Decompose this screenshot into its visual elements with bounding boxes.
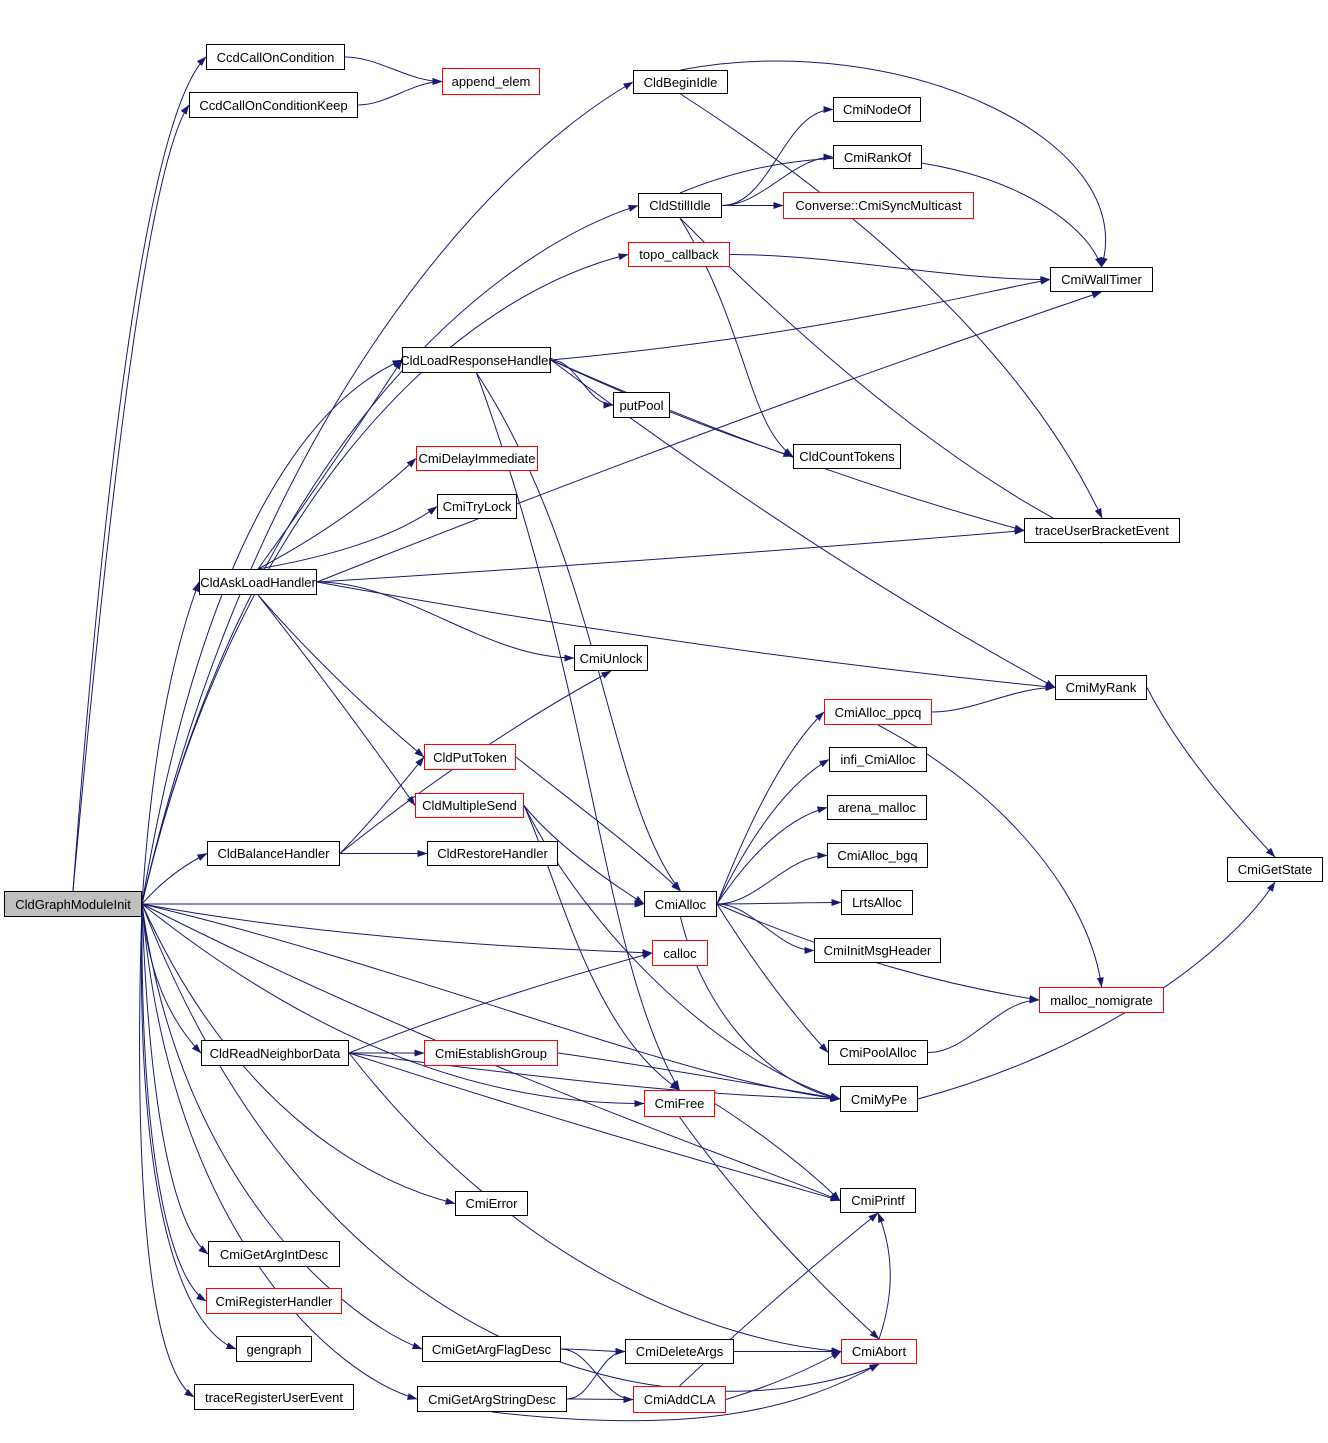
node-CmiPoolAlloc[interactable]: CmiPoolAlloc [828,1040,928,1065]
edge-root-to-CldBeginIdle [142,82,633,904]
edge-CcdCallOnCondition-to-append_elem [345,57,442,82]
edge-root-to-calloc [142,904,652,953]
node-CmiTryLock[interactable]: CmiTryLock [437,494,517,519]
edge-CmiGetArgStringDesc-to-CmiDeleteArgs [567,1352,625,1400]
node-CldAskLoadHandler[interactable]: CldAskLoadHandler [199,569,317,595]
node-CmiAlloc_bgq[interactable]: CmiAlloc_bgq [827,843,928,868]
node-CmiAlloc_ppcq[interactable]: CmiAlloc_ppcq [824,699,932,725]
node-CmiRegisterHandler[interactable]: CmiRegisterHandler [206,1288,342,1314]
node-CmiAlloc[interactable]: CmiAlloc [644,891,717,917]
edge-CldAskLoadHandler-to-CmiWallTimer [317,292,1102,582]
edge-CldAskLoadHandler-to-CldMultipleSend [258,595,415,806]
node-traceRegisterUserEvent[interactable]: traceRegisterUserEvent [194,1384,354,1410]
node-CmiMyPe[interactable]: CmiMyPe [840,1086,918,1112]
node-CldPutToken[interactable]: CldPutToken [424,744,516,770]
edge-CmiAlloc_ppcq-to-CmiMyRank [932,688,1055,713]
edge-CldReadNeighborData-to-calloc [349,953,652,1053]
node-CmiError[interactable]: CmiError [455,1191,528,1216]
node-arena_malloc[interactable]: arena_malloc [827,795,927,820]
node-CldCountTokens[interactable]: CldCountTokens [793,444,901,469]
node-calloc[interactable]: calloc [652,940,708,966]
node-CmiAddCLA[interactable]: CmiAddCLA [633,1386,726,1413]
node-LrtsAlloc[interactable]: LrtsAlloc [841,890,913,915]
edge-CmiAlloc-to-CmiAlloc_ppcq [717,712,824,904]
node-CmiUnlock[interactable]: CmiUnlock [574,645,648,671]
edge-CmiAlloc-to-CmiPoolAlloc [717,904,828,1053]
edge-CmiAlloc-to-arena_malloc [717,808,827,905]
node-CcdCallOnConditionKeep[interactable]: CcdCallOnConditionKeep [189,92,358,118]
node-CmiWallTimer[interactable]: CmiWallTimer [1050,267,1153,292]
node-append_elem[interactable]: append_elem [442,68,540,95]
node-CldBeginIdle[interactable]: CldBeginIdle [633,70,728,94]
edge-CmiFree-to-CmiPrintf [715,1104,840,1201]
edge-CmiGetArgStringDesc-to-CmiAddCLA [567,1399,633,1400]
node-putPool[interactable]: putPool [613,392,670,418]
edge-CmiPoolAlloc-to-malloc_nomigrate [928,1000,1039,1053]
edge-CldReadNeighborData-to-CmiMyPe [349,1053,840,1099]
node-CldRestoreHandler[interactable]: CldRestoreHandler [427,841,558,866]
edge-root-to-CmiFree [142,904,644,1104]
edge-root-to-CcdCallOnConditionKeep [73,105,189,891]
edge-CldAskLoadHandler-to-CldPutToken [258,595,424,757]
edge-CcdCallOnConditionKeep-to-append_elem [358,82,442,106]
edge-root-to-CmiGetArgIntDesc [142,904,208,1254]
node-CldReadNeighborData[interactable]: CldReadNeighborData [201,1040,349,1066]
node-CmiPrintf[interactable]: CmiPrintf [840,1188,916,1213]
node-CmiDeleteArgs[interactable]: CmiDeleteArgs [625,1339,734,1364]
node-CmiEstablishGroup[interactable]: CmiEstablishGroup [424,1040,558,1066]
edge-CldAskLoadHandler-to-CldLoadResponseHandler [258,360,402,569]
edge-CldAskLoadHandler-to-traceUserBracketEvent [317,531,1024,583]
node-CcdCallOnCondition[interactable]: CcdCallOnCondition [206,44,345,70]
node-CmiAbort[interactable]: CmiAbort [841,1339,917,1364]
edge-CmiAddCLA-to-CmiAbort [726,1352,841,1400]
node-CmiRankOf[interactable]: CmiRankOf [833,145,922,169]
node-malloc_nomigrate[interactable]: malloc_nomigrate [1039,987,1164,1013]
node-CmiGetArgIntDesc[interactable]: CmiGetArgIntDesc [208,1241,340,1267]
edge-CldAskLoadHandler-to-CmiTryLock [258,507,437,570]
edge-root-to-traceRegisterUserEvent [140,904,194,1397]
node-CldStillIdle[interactable]: CldStillIdle [638,193,722,218]
edge-topo_callback-to-CmiWallTimer [730,255,1050,280]
node-CmiDelayImmediate[interactable]: CmiDelayImmediate [416,446,538,471]
node-CmiGetArgFlagDesc[interactable]: CmiGetArgFlagDesc [422,1336,561,1362]
edge-CldLoadResponseHandler-to-CldCountTokens [551,360,793,457]
node-CmiSyncMulticast[interactable]: Converse::CmiSyncMulticast [783,192,974,219]
node-CldBalanceHandler[interactable]: CldBalanceHandler [207,841,340,866]
node-CmiFree[interactable]: CmiFree [644,1090,715,1117]
node-topo_callback[interactable]: topo_callback [628,242,730,267]
node-traceUserBracketEvent[interactable]: traceUserBracketEvent [1024,518,1180,543]
edge-CmiMyRank-to-CmiGetState [1147,688,1275,858]
edge-CldLoadResponseHandler-to-CmiWallTimer [551,280,1050,361]
edge-root-to-CmiAbort [142,904,879,1391]
node-CmiGetState[interactable]: CmiGetState [1227,857,1323,882]
node-CmiNodeOf[interactable]: CmiNodeOf [833,97,921,122]
edge-CldReadNeighborData-to-CmiPrintf [349,1053,840,1201]
edge-CldAskLoadHandler-to-CmiUnlock [317,582,574,658]
edge-CmiAlloc-to-LrtsAlloc [717,903,841,905]
node-CldMultipleSend[interactable]: CldMultipleSend [415,793,524,818]
edge-root-to-CldLoadResponseHandler [142,360,402,904]
node-CldLoadResponseHandler[interactable]: CldLoadResponseHandler [402,347,551,373]
edge-CldAskLoadHandler-to-CmiMyRank [317,582,1055,688]
node-CmiInitMsgHeader[interactable]: CmiInitMsgHeader [814,938,941,963]
node-CmiGetArgStringDesc[interactable]: CmiGetArgStringDesc [417,1386,567,1412]
node-CmiMyRank[interactable]: CmiMyRank [1055,675,1147,700]
node-gengraph[interactable]: gengraph [236,1336,312,1362]
edge-root-to-CcdCallOnCondition [73,57,206,891]
edge-root-to-CldStillIdle [142,206,638,905]
edge-root-to-CmiGetArgFlagDesc [142,904,422,1349]
node-root: CldGraphModuleInit [4,891,142,917]
node-infi_CmiAlloc[interactable]: infi_CmiAlloc [829,747,927,772]
edge-CldLoadResponseHandler-to-traceUserBracketEvent [551,360,1024,531]
edge-CldBalanceHandler-to-CldPutToken [340,757,424,854]
edge-CmiAbort-to-CmiPrintf [878,1213,890,1339]
